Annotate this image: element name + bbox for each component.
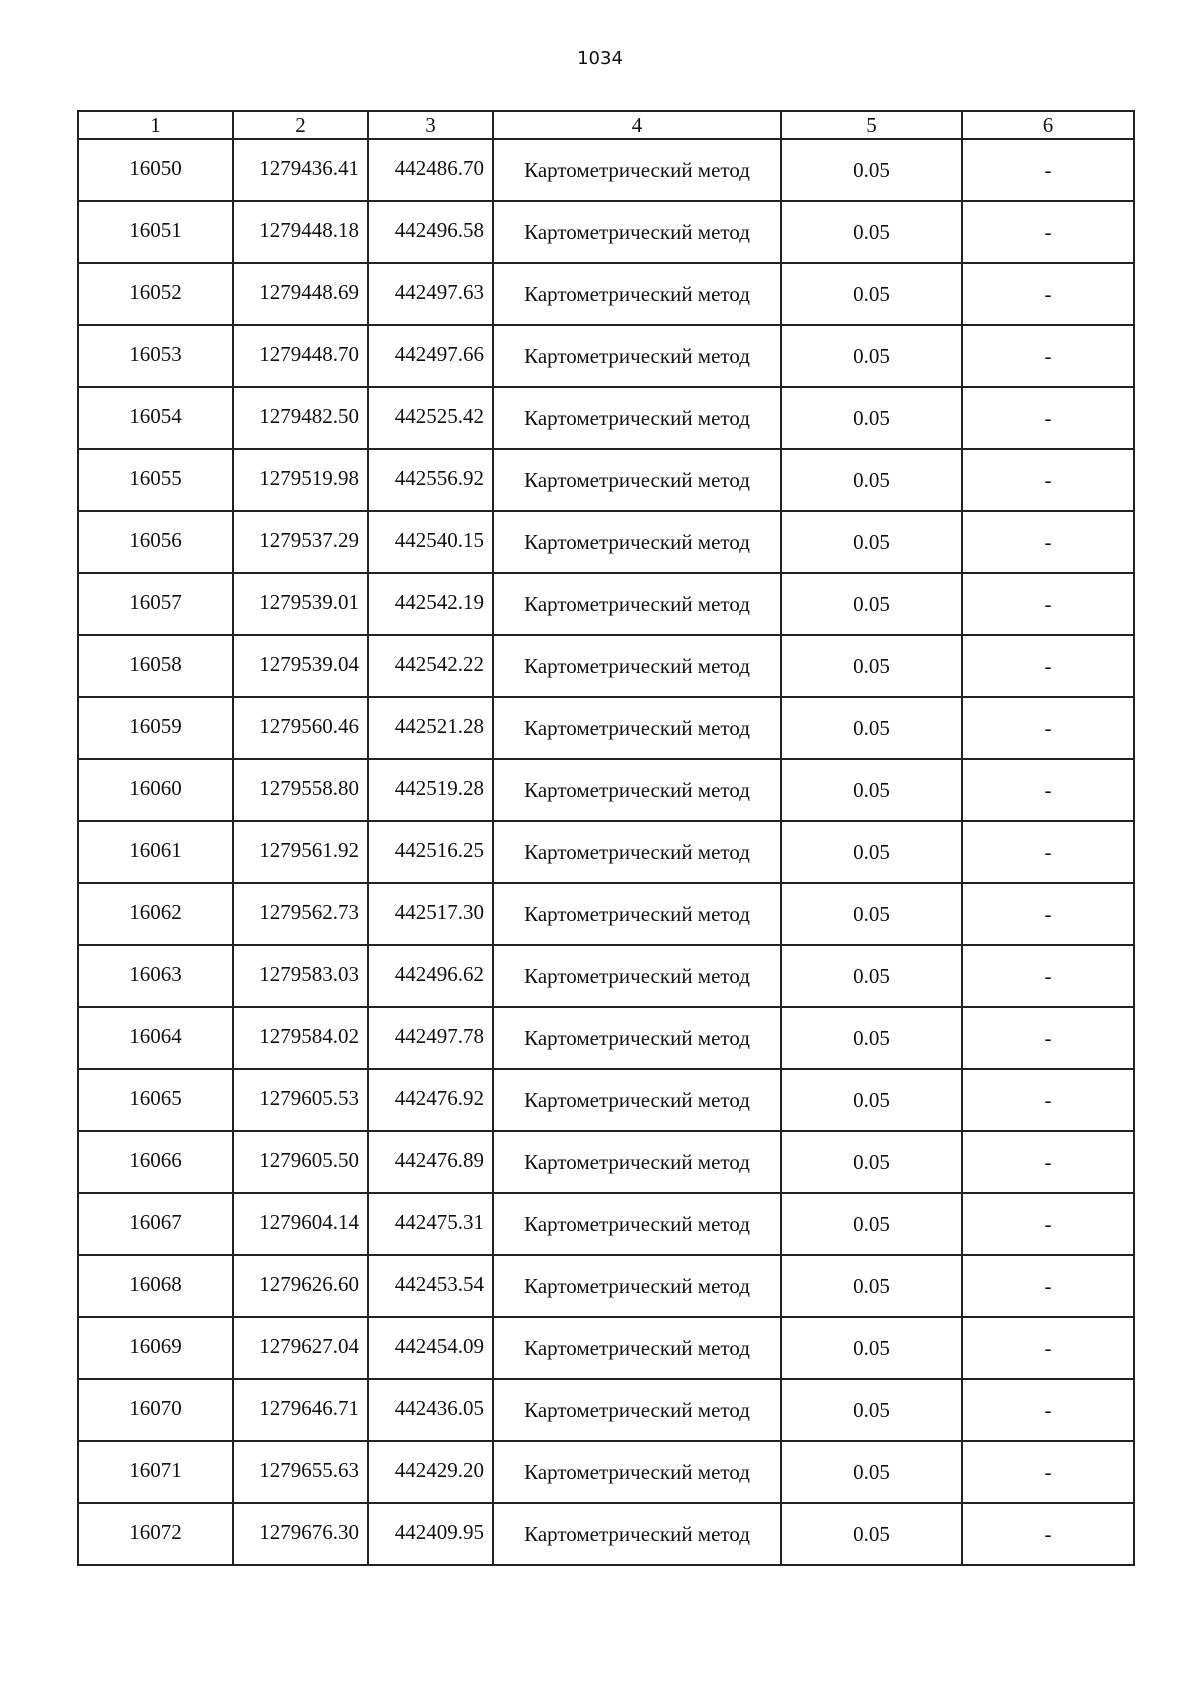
table-row <box>78 511 1134 573</box>
table-row <box>78 1069 1134 1131</box>
note-cell: - <box>962 449 1134 511</box>
point-number-cell: 16060 <box>78 759 233 821</box>
accuracy-cell: 0.05 <box>781 1317 962 1379</box>
method-cell: Картометрический метод <box>493 1317 781 1379</box>
x-coordinate-cell: 1279539.04 <box>233 635 368 697</box>
y-coordinate-cell: 442453.54 <box>368 1255 493 1317</box>
point-number-cell: 16069 <box>78 1317 233 1379</box>
x-coordinate-cell: 1279448.69 <box>233 263 368 325</box>
accuracy-cell: 0.05 <box>781 1193 962 1255</box>
accuracy-cell: 0.05 <box>781 201 962 263</box>
method-cell: Картометрический метод <box>493 697 781 759</box>
note-cell: - <box>962 821 1134 883</box>
note-cell: - <box>962 201 1134 263</box>
y-coordinate-cell: 442517.30 <box>368 883 493 945</box>
point-number-cell: 16066 <box>78 1131 233 1193</box>
x-coordinate-cell: 1279604.14 <box>233 1193 368 1255</box>
table-row <box>78 449 1134 511</box>
table-row <box>78 759 1134 821</box>
x-coordinate-cell: 1279482.50 <box>233 387 368 449</box>
note-cell: - <box>962 1255 1134 1317</box>
page-number: 1034 <box>577 48 623 69</box>
table-row <box>78 945 1134 1007</box>
method-cell: Картометрический метод <box>493 201 781 263</box>
x-coordinate-cell: 1279519.98 <box>233 449 368 511</box>
accuracy-cell: 0.05 <box>781 387 962 449</box>
y-coordinate-cell: 442516.25 <box>368 821 493 883</box>
table-row <box>78 635 1134 697</box>
x-coordinate-cell: 1279655.63 <box>233 1441 368 1503</box>
x-coordinate-cell: 1279539.01 <box>233 573 368 635</box>
note-cell: - <box>962 387 1134 449</box>
method-cell: Картометрический метод <box>493 511 781 573</box>
table-row <box>78 573 1134 635</box>
point-number-cell: 16056 <box>78 511 233 573</box>
method-cell: Картометрический метод <box>493 1131 781 1193</box>
y-coordinate-cell: 442542.22 <box>368 635 493 697</box>
point-number-cell: 16064 <box>78 1007 233 1069</box>
x-coordinate-cell: 1279676.30 <box>233 1503 368 1565</box>
table-row <box>78 1007 1134 1069</box>
y-coordinate-cell: 442519.28 <box>368 759 493 821</box>
x-coordinate-cell: 1279537.29 <box>233 511 368 573</box>
point-number-cell: 16062 <box>78 883 233 945</box>
point-number-cell: 16059 <box>78 697 233 759</box>
note-cell: - <box>962 511 1134 573</box>
note-cell: - <box>962 697 1134 759</box>
y-coordinate-cell: 442476.92 <box>368 1069 493 1131</box>
method-cell: Картометрический метод <box>493 883 781 945</box>
y-coordinate-cell: 442542.19 <box>368 573 493 635</box>
x-coordinate-cell: 1279436.41 <box>233 139 368 201</box>
note-cell: - <box>962 1193 1134 1255</box>
y-coordinate-cell: 442436.05 <box>368 1379 493 1441</box>
y-coordinate-cell: 442429.20 <box>368 1441 493 1503</box>
note-cell: - <box>962 759 1134 821</box>
x-coordinate-cell: 1279448.18 <box>233 201 368 263</box>
method-cell: Картометрический метод <box>493 1379 781 1441</box>
x-coordinate-cell: 1279584.02 <box>233 1007 368 1069</box>
x-coordinate-cell: 1279646.71 <box>233 1379 368 1441</box>
column-header: 2 <box>233 111 368 139</box>
y-coordinate-cell: 442476.89 <box>368 1131 493 1193</box>
y-coordinate-cell: 442497.63 <box>368 263 493 325</box>
x-coordinate-cell: 1279583.03 <box>233 945 368 1007</box>
accuracy-cell: 0.05 <box>781 1441 962 1503</box>
accuracy-cell: 0.05 <box>781 697 962 759</box>
x-coordinate-cell: 1279562.73 <box>233 883 368 945</box>
method-cell: Картометрический метод <box>493 635 781 697</box>
point-number-cell: 16052 <box>78 263 233 325</box>
method-cell: Картометрический метод <box>493 387 781 449</box>
note-cell: - <box>962 1007 1134 1069</box>
table-row <box>78 697 1134 759</box>
note-cell: - <box>962 945 1134 1007</box>
accuracy-cell: 0.05 <box>781 1379 962 1441</box>
method-cell: Картометрический метод <box>493 1007 781 1069</box>
y-coordinate-cell: 442496.62 <box>368 945 493 1007</box>
column-header: 3 <box>368 111 493 139</box>
x-coordinate-cell: 1279605.50 <box>233 1131 368 1193</box>
note-cell: - <box>962 263 1134 325</box>
note-cell: - <box>962 139 1134 201</box>
point-number-cell: 16071 <box>78 1441 233 1503</box>
accuracy-cell: 0.05 <box>781 511 962 573</box>
x-coordinate-cell: 1279558.80 <box>233 759 368 821</box>
method-cell: Картометрический метод <box>493 1255 781 1317</box>
note-cell: - <box>962 1503 1134 1565</box>
accuracy-cell: 0.05 <box>781 1069 962 1131</box>
note-cell: - <box>962 325 1134 387</box>
table-row <box>78 263 1134 325</box>
accuracy-cell: 0.05 <box>781 325 962 387</box>
point-number-cell: 16053 <box>78 325 233 387</box>
point-number-cell: 16065 <box>78 1069 233 1131</box>
method-cell: Картометрический метод <box>493 139 781 201</box>
column-header: 1 <box>78 111 233 139</box>
method-cell: Картометрический метод <box>493 1503 781 1565</box>
y-coordinate-cell: 442521.28 <box>368 697 493 759</box>
note-cell: - <box>962 883 1134 945</box>
table-row <box>78 1317 1134 1379</box>
y-coordinate-cell: 442496.58 <box>368 201 493 263</box>
x-coordinate-cell: 1279605.53 <box>233 1069 368 1131</box>
table-row <box>78 1379 1134 1441</box>
accuracy-cell: 0.05 <box>781 945 962 1007</box>
method-cell: Картометрический метод <box>493 1069 781 1131</box>
table-row <box>78 325 1134 387</box>
point-number-cell: 16070 <box>78 1379 233 1441</box>
accuracy-cell: 0.05 <box>781 573 962 635</box>
y-coordinate-cell: 442475.31 <box>368 1193 493 1255</box>
y-coordinate-cell: 442556.92 <box>368 449 493 511</box>
point-number-cell: 16051 <box>78 201 233 263</box>
table-row <box>78 821 1134 883</box>
table-row <box>78 1441 1134 1503</box>
note-cell: - <box>962 1317 1134 1379</box>
accuracy-cell: 0.05 <box>781 883 962 945</box>
table-row <box>78 883 1134 945</box>
method-cell: Картометрический метод <box>493 325 781 387</box>
point-number-cell: 16061 <box>78 821 233 883</box>
x-coordinate-cell: 1279448.70 <box>233 325 368 387</box>
table-row <box>78 1503 1134 1565</box>
x-coordinate-cell: 1279561.92 <box>233 821 368 883</box>
column-header: 4 <box>493 111 781 139</box>
accuracy-cell: 0.05 <box>781 759 962 821</box>
table-row <box>78 1193 1134 1255</box>
note-cell: - <box>962 573 1134 635</box>
method-cell: Картометрический метод <box>493 1193 781 1255</box>
accuracy-cell: 0.05 <box>781 449 962 511</box>
note-cell: - <box>962 1069 1134 1131</box>
method-cell: Картометрический метод <box>493 449 781 511</box>
accuracy-cell: 0.05 <box>781 821 962 883</box>
accuracy-cell: 0.05 <box>781 263 962 325</box>
y-coordinate-cell: 442497.78 <box>368 1007 493 1069</box>
point-number-cell: 16055 <box>78 449 233 511</box>
method-cell: Картометрический метод <box>493 1441 781 1503</box>
y-coordinate-cell: 442486.70 <box>368 139 493 201</box>
method-cell: Картометрический метод <box>493 821 781 883</box>
table-body <box>78 139 1134 1565</box>
table-row <box>78 201 1134 263</box>
y-coordinate-cell: 442409.95 <box>368 1503 493 1565</box>
table-header-row <box>78 111 1134 139</box>
coordinates-table <box>77 110 1135 1566</box>
point-number-cell: 16067 <box>78 1193 233 1255</box>
method-cell: Картометрический метод <box>493 263 781 325</box>
table-row <box>78 1255 1134 1317</box>
x-coordinate-cell: 1279627.04 <box>233 1317 368 1379</box>
y-coordinate-cell: 442540.15 <box>368 511 493 573</box>
point-number-cell: 16072 <box>78 1503 233 1565</box>
method-cell: Картометрический метод <box>493 573 781 635</box>
x-coordinate-cell: 1279560.46 <box>233 697 368 759</box>
accuracy-cell: 0.05 <box>781 1007 962 1069</box>
column-header: 6 <box>962 111 1134 139</box>
accuracy-cell: 0.05 <box>781 1131 962 1193</box>
accuracy-cell: 0.05 <box>781 1255 962 1317</box>
point-number-cell: 16050 <box>78 139 233 201</box>
y-coordinate-cell: 442525.42 <box>368 387 493 449</box>
y-coordinate-cell: 442454.09 <box>368 1317 493 1379</box>
table-row <box>78 1131 1134 1193</box>
accuracy-cell: 0.05 <box>781 1503 962 1565</box>
point-number-cell: 16063 <box>78 945 233 1007</box>
point-number-cell: 16057 <box>78 573 233 635</box>
method-cell: Картометрический метод <box>493 945 781 1007</box>
column-header: 5 <box>781 111 962 139</box>
y-coordinate-cell: 442497.66 <box>368 325 493 387</box>
accuracy-cell: 0.05 <box>781 139 962 201</box>
note-cell: - <box>962 1441 1134 1503</box>
point-number-cell: 16054 <box>78 387 233 449</box>
table-row <box>78 139 1134 201</box>
accuracy-cell: 0.05 <box>781 635 962 697</box>
table-row <box>78 387 1134 449</box>
method-cell: Картометрический метод <box>493 759 781 821</box>
note-cell: - <box>962 1379 1134 1441</box>
note-cell: - <box>962 635 1134 697</box>
point-number-cell: 16058 <box>78 635 233 697</box>
point-number-cell: 16068 <box>78 1255 233 1317</box>
x-coordinate-cell: 1279626.60 <box>233 1255 368 1317</box>
note-cell: - <box>962 1131 1134 1193</box>
